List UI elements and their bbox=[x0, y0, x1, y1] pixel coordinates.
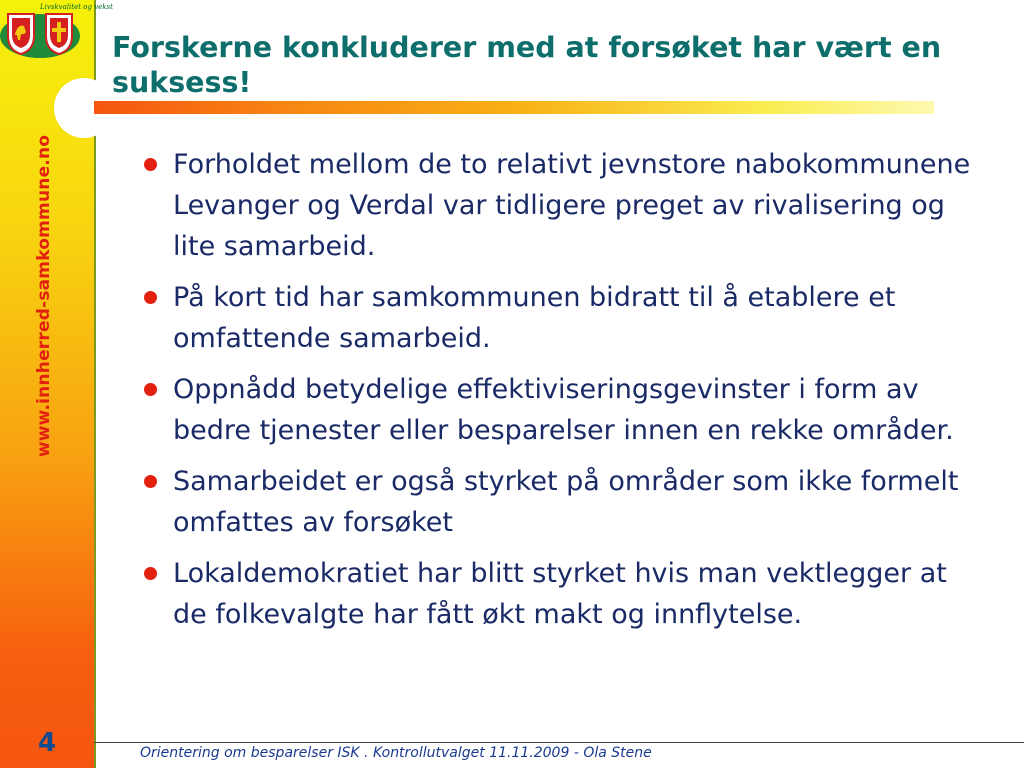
logo bbox=[0, 0, 113, 64]
footer-divider bbox=[94, 742, 1024, 743]
bullet-item bbox=[142, 553, 972, 635]
sidebar-url: www.innherred-samkommune.no bbox=[34, 134, 54, 458]
logo-caption: Livskvalitet og vekst bbox=[40, 3, 113, 11]
page-number: 4 bbox=[38, 728, 57, 758]
bullet-item bbox=[142, 144, 972, 267]
title-underline bbox=[94, 101, 934, 114]
bullet-text: Samarbeidet er også styrket på områder som ikke formelt omfattes av forsøket bbox=[173, 466, 959, 538]
bullet-dot-icon bbox=[144, 567, 157, 580]
bullet-item bbox=[142, 461, 972, 543]
bullet-dot-icon bbox=[144, 475, 157, 488]
slide-title: Forskerne konkluderer med at forsøket har vært en suksess! bbox=[112, 31, 942, 99]
bullet-dot-icon bbox=[144, 158, 157, 171]
bullet-dot-icon bbox=[144, 383, 157, 396]
bullet-item bbox=[142, 369, 972, 451]
bullet-text: Forholdet mellom de to relativt jevnstore nabokommunene Levanger og Verdal var tidligere preget av rivalisering og lite samarbeid. bbox=[173, 149, 971, 262]
bullet-dot-icon bbox=[144, 291, 157, 304]
bullet-text: Oppnådd betydelige effektiviseringsgevinster i form av bedre tjenester eller besparelser innen en rekke områder. bbox=[173, 374, 954, 446]
bullet-list bbox=[142, 144, 972, 645]
bullet-text: På kort tid har samkommunen bidratt til å etablere et omfattende samarbeid. bbox=[173, 282, 896, 354]
bullet-item bbox=[142, 277, 972, 359]
bullet-text: Lokaldemokratiet har blitt styrket hvis man vektlegger at de folkevalgte har fått økt makt og innflytelse. bbox=[173, 558, 947, 630]
footer-text: Orientering om besparelser ISK . Kontrollutvalget 11.11.2009 - Ola Stene bbox=[140, 745, 652, 761]
